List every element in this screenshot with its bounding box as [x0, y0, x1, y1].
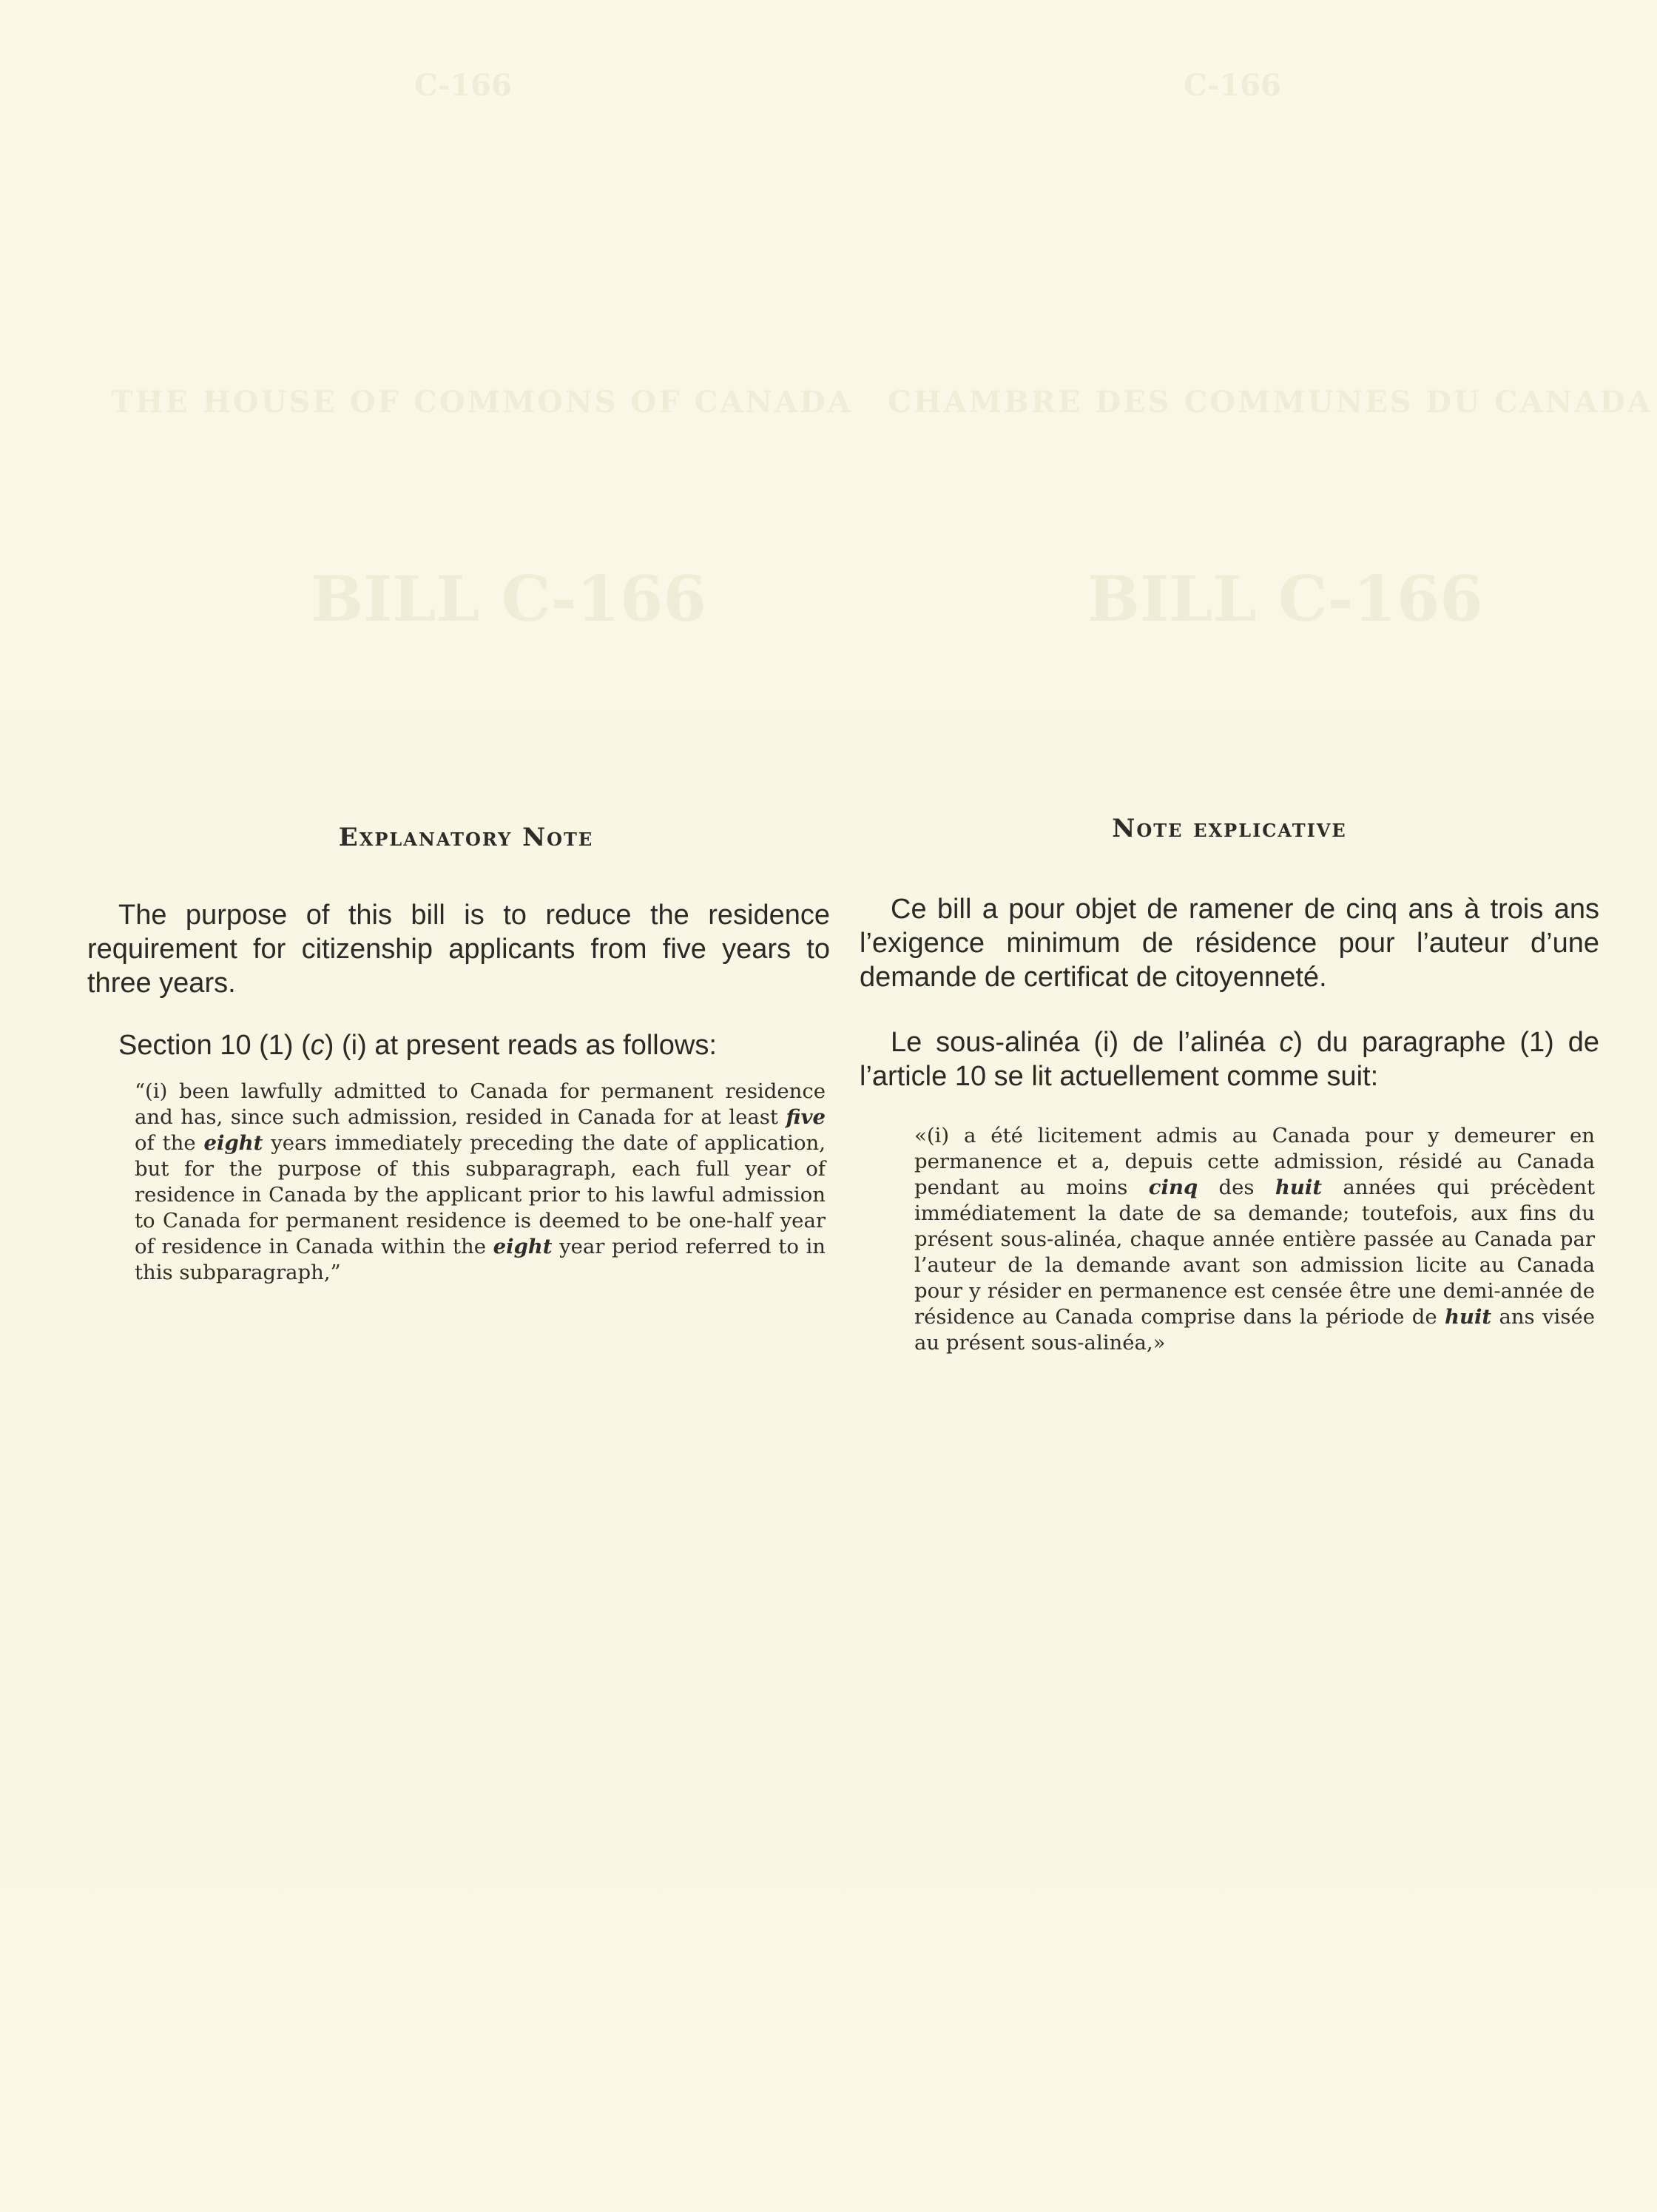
french-purpose-paragraph [860, 892, 1599, 994]
french-quote-part-1: «(i) a été licitement admis au Canada pour y demeurer en permanence et a, depuis cette admission, résidé au Canada pendant au moins [914, 1124, 1595, 1199]
french-section-text-2: ) du paragraphe (1) de l’article 10 se lit actuellement comme suit: [860, 1027, 1599, 1092]
french-quote-part-4: ans visée au présent sous-alinéa,» [914, 1305, 1595, 1355]
french-quote-huit-2: huit [1444, 1305, 1492, 1329]
english-quote-eight-1: eight [203, 1131, 263, 1155]
explanatory-note-heading: Explanatory Note [338, 823, 594, 852]
show-through-left-bill: BILL C-166 [311, 562, 706, 635]
english-quote-eight-2: eight [493, 1235, 553, 1258]
english-purpose-text: The purpose of this bill is to reduce the residence requirement for citizenship applicants from five years to three years. [87, 900, 830, 999]
french-quote-huit-1: huit [1275, 1176, 1323, 1199]
english-quote-five: five [786, 1105, 826, 1129]
english-section-c: c [310, 1030, 325, 1061]
french-section-text-1: Le sous-alinéa (i) de l’alinéa [891, 1027, 1280, 1058]
english-quote-part-3: years immediately preceding the date of application, but for the purpose of this subparagraph, each full year of residence in Canada by the applicant prior to his lawful admission to Canada for permanent residence is deemed to be one-half year of residence in Canada within the [135, 1131, 826, 1258]
show-through-left-title: C-166 [414, 68, 512, 103]
english-purpose-paragraph [87, 898, 830, 1000]
show-through-right-title: C-166 [1184, 68, 1281, 103]
show-through-left-house: THE HOUSE OF COMMONS OF CANADA [111, 385, 853, 419]
english-section-text-1: Section 10 (1) ( [118, 1030, 311, 1061]
english-section-text-2: ) (i) at present reads as follows: [324, 1030, 717, 1061]
english-quote-part-4: year period referred to in this subparagraph,” [135, 1235, 826, 1284]
french-purpose-text: Ce bill a pour objet de ramener de cinq ans à trois ans l’exigence minimum de résidence pour l’auteur d’une demande de certificat de citoyenneté. [860, 894, 1599, 993]
english-quote-part-2: of the [135, 1131, 204, 1155]
french-quote-part-3: années qui précèdent immédiatement la date de sa demande; toutefois, aux fins du présent sous-alinéa, chaque année entière passée au Canada par l’auteur de la demande avant son admission licite au Canada pour y résider en permanence est censée être une demi-année de résidence au Canada comprise dans la période de [914, 1176, 1596, 1329]
english-quote-part-1: “(i) been lawfully admitted to Canada for permanent residence and has, since such admission, resided in Canada for at least [135, 1079, 826, 1129]
note-explicative-heading: Note explicative [1112, 814, 1347, 843]
french-quote-cinq: cinq [1148, 1176, 1198, 1199]
english-column [87, 814, 830, 1286]
show-through-right-bill: BILL C-166 [1087, 562, 1483, 635]
french-section-c: c [1279, 1027, 1294, 1058]
show-through-right-house: CHAMBRE DES COMMUNES DU CANADA [888, 385, 1653, 419]
french-quoted-provision [914, 1123, 1595, 1356]
french-column [860, 814, 1599, 1356]
french-quote-part-2: des [1198, 1176, 1275, 1199]
french-section-reference [860, 1025, 1599, 1093]
english-quoted-provision [135, 1079, 826, 1286]
english-section-reference [87, 1028, 830, 1062]
